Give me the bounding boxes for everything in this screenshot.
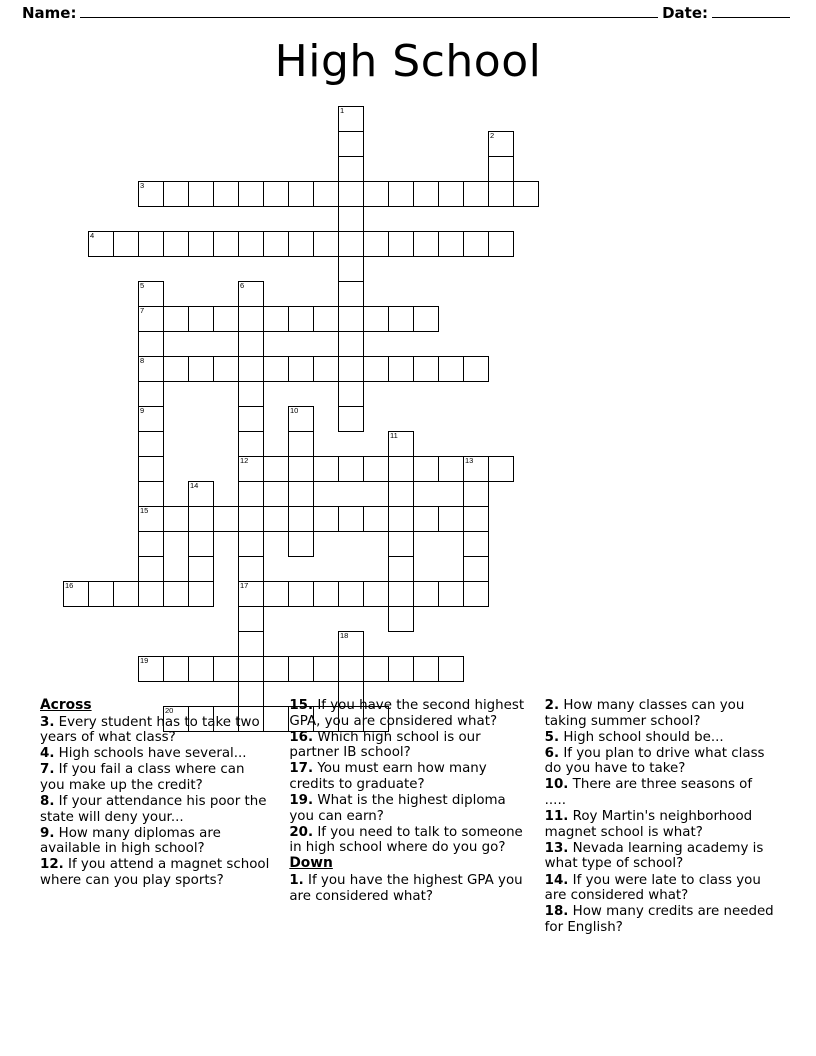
crossword-cell[interactable] [288,431,314,457]
clue-text: If you have the second highest GPA, you are considered what? [289,698,525,729]
crossword-cell[interactable] [338,631,364,657]
clue-item [289,873,526,904]
crossword-cell[interactable] [438,656,464,682]
crossword-cell[interactable] [238,231,264,257]
crossword-cell[interactable] [463,356,489,382]
crossword-cell[interactable] [288,356,314,382]
crossword-cell[interactable] [238,331,264,357]
crossword-cell[interactable] [438,581,464,607]
clue-number: 17. [289,761,314,777]
crossword-cell[interactable] [463,456,489,482]
clue-item [289,730,526,761]
crossword-cell[interactable] [238,281,264,307]
crossword-cell[interactable] [463,181,489,207]
crossword-cell[interactable] [288,481,314,507]
crossword-cell[interactable] [138,431,164,457]
name-date-header [22,4,794,22]
crossword-cell[interactable] [138,281,164,307]
clue-item [289,793,526,824]
clue-number: 4. [40,746,55,762]
crossword-cell[interactable] [88,581,114,607]
clue-item [545,809,776,840]
clue-column-middle [289,698,526,936]
crossword-cell[interactable] [363,231,389,257]
name-label: Name: [22,4,77,22]
crossword-cell[interactable] [438,456,464,482]
crossword-cell[interactable] [338,406,364,432]
cell-number: 8 [140,356,145,365]
clue-number: 12. [40,857,64,873]
crossword-cell[interactable] [288,581,314,607]
crossword-cell[interactable] [413,356,439,382]
crossword-cell[interactable] [363,656,389,682]
clue-text: How many diplomas are available in high school? [40,825,221,857]
crossword-cell[interactable] [338,306,364,332]
clue-item [40,715,271,746]
crossword-cell[interactable] [313,581,339,607]
crossword-cell[interactable] [313,656,339,682]
cell-number: 7 [140,306,145,315]
clue-text: Nevada learning academy is what type of school? [544,840,764,872]
crossword-cell[interactable] [138,506,164,532]
clue-number: 1. [289,873,304,889]
crossword-cell[interactable] [463,531,489,557]
crossword-cell[interactable] [438,181,464,207]
crossword-cell[interactable] [138,481,164,507]
crossword-cell[interactable] [288,506,314,532]
clue-number: 2. [544,698,560,713]
cell-number: 12 [240,456,249,465]
cell-number: 14 [190,481,199,490]
crossword-cell[interactable] [363,581,389,607]
clue-item [40,794,271,825]
cell-number: 15 [140,506,149,515]
crossword-cell[interactable] [188,306,214,332]
crossword-cell[interactable] [313,306,339,332]
crossword-cell[interactable] [188,356,214,382]
crossword-cell[interactable] [163,231,189,257]
crossword-cell[interactable] [188,656,214,682]
crossword-cell[interactable] [238,456,264,482]
crossword-cell[interactable] [188,181,214,207]
name-write-line[interactable] [80,5,658,18]
clue-number: 16. [289,729,314,745]
crossword-cell[interactable] [513,181,539,207]
crossword-cell[interactable] [363,356,389,382]
crossword-cell[interactable] [413,231,439,257]
crossword-cell[interactable] [163,506,189,532]
crossword-cell[interactable] [238,531,264,557]
clue-number: 8. [40,794,55,810]
crossword-cell[interactable] [263,456,289,482]
clue-column-left [40,698,271,936]
cell-number: 4 [90,231,95,240]
crossword-cell[interactable] [213,656,239,682]
cell-number: 16 [65,581,74,590]
crossword-cell[interactable] [338,181,364,207]
crossword-cell[interactable] [338,231,364,257]
crossword-cell[interactable] [238,181,264,207]
clue-number: 5. [544,729,560,745]
crossword-cell[interactable] [388,606,414,632]
crossword-cell[interactable] [138,406,164,432]
crossword-cell[interactable] [438,506,464,532]
crossword-cell[interactable] [163,581,189,607]
page-title: High School [274,36,542,87]
crossword-cell[interactable] [313,356,339,382]
crossword-cell[interactable] [238,556,264,582]
crossword-cell[interactable] [313,181,339,207]
clue-number: 14. [544,872,569,888]
crossword-cell[interactable] [213,231,239,257]
clue-text: How many classes can you taking summer school? [544,698,745,729]
crossword-cell[interactable] [138,306,164,332]
crossword-cell[interactable] [113,581,139,607]
crossword-cell[interactable] [438,356,464,382]
clue-number: 11. [544,809,569,825]
across-clue-list-part2 [289,698,526,856]
crossword-cell[interactable] [238,656,264,682]
crossword-cell[interactable] [313,231,339,257]
clue-number: 3. [40,714,55,730]
cell-number: 5 [140,281,145,290]
crossword-cell[interactable] [163,181,189,207]
crossword-cell[interactable] [363,306,389,332]
crossword-cell[interactable] [163,656,189,682]
clue-number: 20. [289,824,314,840]
crossword-cell[interactable] [238,581,264,607]
clue-item [545,904,776,935]
crossword-cell[interactable] [388,181,414,207]
crossword-cell[interactable] [463,506,489,532]
clue-number: 9. [40,825,55,841]
cell-number: 2 [490,131,495,140]
crossword-cell[interactable] [363,456,389,482]
crossword-cell[interactable] [113,231,139,257]
crossword-cell[interactable] [488,231,514,257]
down-heading: Down [289,855,333,872]
crossword-cell[interactable] [388,481,414,507]
crossword-cell[interactable] [488,131,514,157]
cell-number: 13 [465,456,474,465]
crossword-cell[interactable] [338,206,364,232]
date-label: Date: [662,4,708,22]
crossword-cell[interactable] [263,181,289,207]
clue-number: 18. [544,904,569,920]
crossword-cell[interactable] [138,181,164,207]
crossword-cell[interactable] [138,356,164,382]
crossword-cell[interactable] [288,406,314,432]
crossword-cell[interactable] [488,456,514,482]
clue-item [545,746,776,777]
crossword-cell[interactable] [63,581,89,607]
date-write-line[interactable] [712,5,790,18]
crossword-cell[interactable] [213,181,239,207]
down-clue-list-part1 [289,873,526,904]
crossword-cell[interactable] [288,456,314,482]
crossword-cell[interactable] [288,181,314,207]
crossword-cell[interactable] [388,656,414,682]
crossword-cell[interactable] [388,431,414,457]
crossword-cell[interactable] [413,181,439,207]
crossword-cell[interactable] [338,581,364,607]
clue-item [289,825,526,856]
clue-text: What is the highest diploma you can earn? [289,793,506,824]
crossword-cell[interactable] [463,231,489,257]
crossword-cell[interactable] [263,656,289,682]
clue-number: 15. [289,698,314,713]
crossword-cell[interactable] [238,306,264,332]
clue-item [40,762,271,793]
cell-number: 11 [390,431,398,440]
clue-text: If you have the highest GPA you are considered what? [289,873,523,904]
crossword-cell[interactable] [413,581,439,607]
crossword-cell[interactable] [238,631,264,657]
crossword-cell[interactable] [138,331,164,357]
crossword-cell[interactable] [338,381,364,407]
clue-text: How many credits are needed for English? [544,904,774,935]
cell-number: 17 [240,581,249,590]
crossword-cell[interactable] [338,656,364,682]
crossword-cell[interactable] [338,281,364,307]
crossword-cell[interactable] [263,581,289,607]
crossword-cell[interactable] [338,156,364,182]
clue-text: If you need to talk to someone in high school where do you go? [289,824,523,856]
crossword-cell[interactable] [488,156,514,182]
cell-number: 20 [165,706,174,715]
crossword-cell[interactable] [363,506,389,532]
clue-text: There are three seasons of ..... [544,777,753,809]
crossword-cell[interactable] [138,531,164,557]
cell-number: 19 [140,656,149,665]
crossword-cell[interactable] [463,556,489,582]
clue-column-right [545,698,776,936]
clue-number: 10. [544,777,569,793]
crossword-cell[interactable] [388,556,414,582]
crossword-cell[interactable] [138,556,164,582]
clue-text: If your attendance his poor the state will deny your... [40,794,267,825]
crossword-cell[interactable] [463,581,489,607]
crossword-cell[interactable] [288,531,314,557]
clue-item [545,730,776,746]
clue-item [545,841,776,872]
clue-number: 6. [544,745,560,761]
crossword-cell[interactable] [338,356,364,382]
crossword-cell[interactable] [238,481,264,507]
crossword-cell[interactable] [338,106,364,132]
crossword-cell[interactable] [88,231,114,257]
crossword-cell[interactable] [413,506,439,532]
crossword-cell[interactable] [388,581,414,607]
crossword-cell[interactable] [188,506,214,532]
cell-number: 9 [140,406,145,415]
crossword-cell[interactable] [138,456,164,482]
crossword-cell[interactable] [188,556,214,582]
crossword-cell[interactable] [288,231,314,257]
crossword-cell[interactable] [238,506,264,532]
cell-number: 10 [290,406,299,415]
cell-number: 18 [340,631,349,640]
crossword-cell[interactable] [238,431,264,457]
clue-text: Roy Martin's neighborhood magnet school is what? [544,809,753,840]
crossword-cell[interactable] [263,306,289,332]
crossword-cell[interactable] [263,231,289,257]
crossword-cell[interactable] [288,306,314,332]
clues-container [40,698,776,936]
clue-item [545,777,776,808]
crossword-cell[interactable] [238,356,264,382]
crossword-cell[interactable] [463,481,489,507]
crossword-cell[interactable] [138,581,164,607]
clue-text: High schools have several... [54,746,247,762]
clue-item [289,761,526,792]
clue-text: If you attend a magnet school where can you play sports? [40,857,270,889]
clue-item [545,873,776,904]
clue-text: If you fail a class where can you make up the credit? [40,762,245,793]
crossword-cell[interactable] [213,506,239,532]
crossword-cell[interactable] [263,356,289,382]
clue-text: Which high school is our partner IB school? [289,729,481,761]
crossword-cell[interactable] [338,256,364,282]
clue-item [545,698,776,729]
crossword-cell[interactable] [388,356,414,382]
cell-number: 6 [240,281,245,290]
down-clue-list-part2 [545,698,776,935]
crossword-cell[interactable] [138,381,164,407]
crossword-cell[interactable] [388,456,414,482]
crossword-cell[interactable] [438,231,464,257]
clue-text: If you were late to class you are considered what? [544,872,761,904]
crossword-cell[interactable] [338,331,364,357]
cell-number: 1 [340,106,345,115]
clue-item [289,698,526,729]
crossword-cell[interactable] [138,231,164,257]
crossword-cell[interactable] [338,506,364,532]
crossword-cell[interactable] [338,131,364,157]
clue-item [40,857,271,888]
crossword-cell[interactable] [338,456,364,482]
clue-text: If you plan to drive what class do you have to take? [544,745,765,777]
crossword-cell[interactable] [163,356,189,382]
clue-item [40,746,271,762]
clue-number: 13. [544,840,569,856]
clue-text: Every student has to take two years of what class? [40,714,260,746]
cell-number: 3 [140,181,145,190]
crossword-cell[interactable] [388,231,414,257]
crossword-cell[interactable] [238,606,264,632]
crossword-cell[interactable] [413,456,439,482]
crossword-cell[interactable] [188,531,214,557]
crossword-cell[interactable] [263,506,289,532]
crossword-cell[interactable] [188,481,214,507]
across-heading: Across [40,697,92,713]
crossword-cell[interactable] [313,456,339,482]
crossword-cell[interactable] [238,406,264,432]
crossword-cell[interactable] [488,181,514,207]
crossword-cell[interactable] [238,381,264,407]
crossword-cell[interactable] [138,656,164,682]
crossword-cell[interactable] [213,356,239,382]
crossword-cell[interactable] [413,656,439,682]
crossword-cell[interactable] [188,581,214,607]
crossword-cell[interactable] [388,306,414,332]
crossword-cell[interactable] [188,231,214,257]
crossword-cell[interactable] [313,506,339,532]
crossword-cell[interactable] [213,306,239,332]
clue-item [40,826,271,857]
clue-text: You must earn how many credits to graduate? [289,761,487,792]
clue-text: High school should be... [559,729,724,745]
crossword-cell[interactable] [388,506,414,532]
crossword-cell[interactable] [288,656,314,682]
crossword-cell[interactable] [363,181,389,207]
clue-number: 7. [40,762,55,778]
crossword-cell[interactable] [413,306,439,332]
crossword-cell[interactable] [388,531,414,557]
crossword-cell[interactable] [163,306,189,332]
across-clue-list-part1 [40,715,271,889]
clue-number: 19. [289,793,314,809]
